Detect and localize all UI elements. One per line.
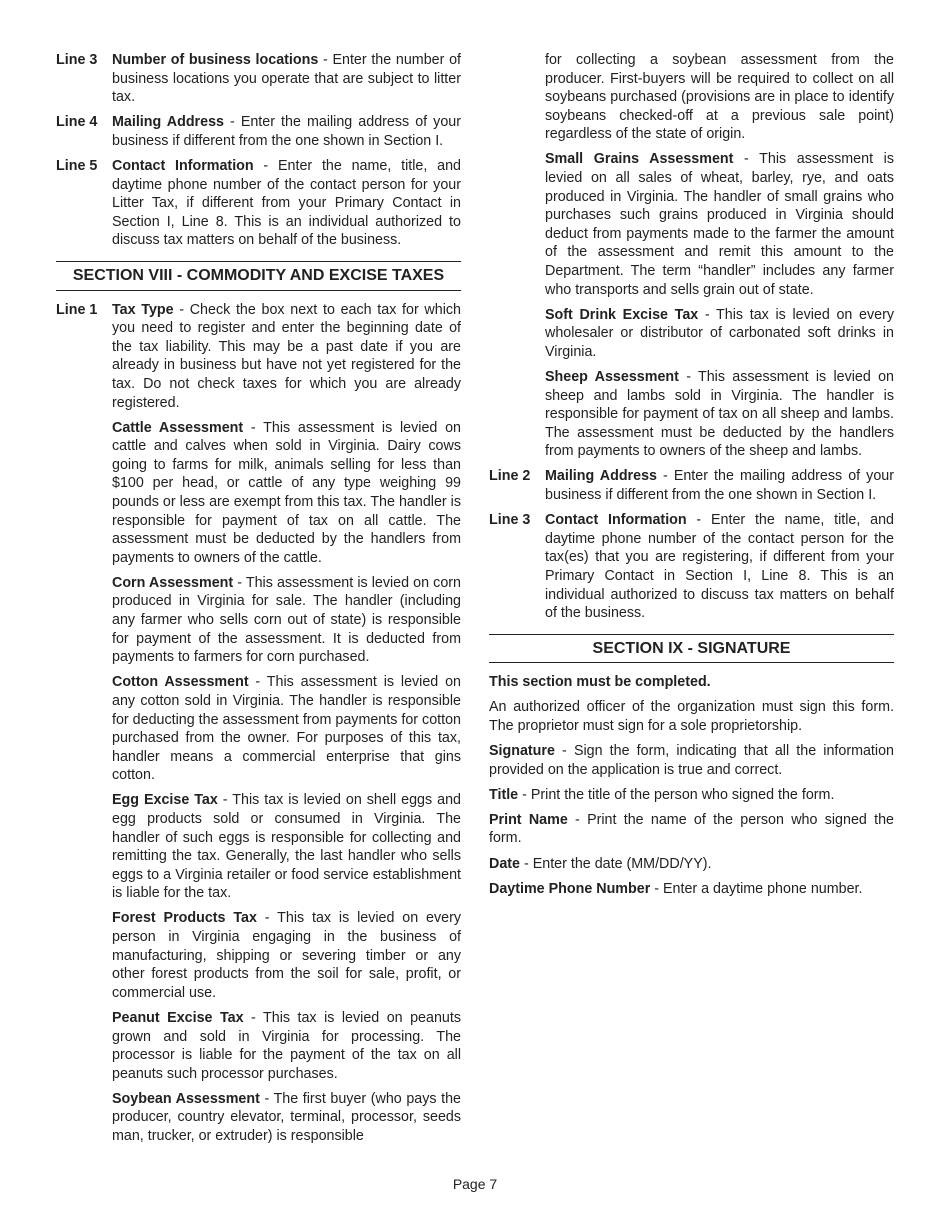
- item-title: Title: [489, 786, 519, 803]
- cotton-assessment-paragraph: [112, 673, 461, 785]
- line-number: Line 3: [56, 52, 98, 68]
- print-name-item: [489, 811, 894, 848]
- paragraph-title: Peanut Excise Tax: [112, 1009, 244, 1026]
- signature-item: [489, 742, 894, 779]
- authorized-officer-note: An authorized officer of the organization must sign this form. The proprietor must sign for a sole proprietorship.: [489, 699, 894, 734]
- sheep-assessment-paragraph: [545, 368, 894, 461]
- item-title: Signature: [489, 743, 555, 760]
- line-2-entry: [489, 467, 894, 504]
- soybean-assessment-continued: for collecting a soybean assessment from the producer. First-buyers will be required to collect on all soybeans purchased (provisions are in place to identify soybeans checked-off at a previous sale point) regardless of the state of origin.: [545, 52, 894, 143]
- line-text: [112, 301, 461, 413]
- paragraph-body: - This tax is levied on every person in Virginia engaging in the business of manufacturing, shipping or severing timber or any other forest products from the soil for sale, profit, or commercial use.: [112, 910, 461, 1001]
- paragraph-title: Soybean Assessment: [112, 1090, 260, 1107]
- egg-excise-tax-paragraph: [112, 791, 461, 903]
- paragraph-title: Cotton Assessment: [112, 674, 249, 691]
- paragraph-title: Cattle Assessment: [112, 419, 244, 436]
- paragraph-title: Corn Assessment: [112, 574, 234, 591]
- paragraph-body: - This assessment is levied on corn produced in Virginia for sale. The handler (including any farmer who sells corn out of state) is responsible for payment of the assessment. It is deducted from payments to farmers for corn purchased.: [112, 574, 461, 666]
- section-8-heading: SECTION VIII - COMMODITY AND EXCISE TAXES: [56, 261, 461, 291]
- line-body: - Check the box next to each tax for which you need to register and enter the beginning date of the tax liability. This may be a past date if you are already in business but have not yet registered for the tax. Do not check taxes for which you are already registered.: [112, 301, 461, 411]
- line-3-entry: [56, 51, 461, 107]
- small-grains-assessment-paragraph: [545, 150, 894, 299]
- paragraph-body: - This tax is levied on shell eggs and egg products sold or consumed in Virginia. The handler of such eggs is responsible for collecting and remitting the tax. Generally, the last handler who sells eggs to a Virginia retailer or food service establishment is liable for the tax.: [112, 792, 461, 902]
- must-complete-text: This section must be completed.: [489, 674, 711, 691]
- item-body: - Print the name of the person who signed the form.: [489, 811, 894, 847]
- paragraph-body: - This assessment is levied on any cotton sold in Virginia. The handler is responsible for deducting the assessment from payments for cotton purchased from the owner. For purposes of this tax, handler means a commercial enterprise that gins cotton.: [112, 674, 461, 784]
- paragraph-title: Soft Drink Excise Tax: [545, 306, 699, 323]
- item-body: - Sign the form, indicating that all the information provided on the application is true and correct.: [489, 743, 894, 778]
- item-title: Date: [489, 855, 520, 872]
- line-number: Line 3: [489, 512, 531, 529]
- item-body: - Enter the date (MM/DD/YY).: [520, 855, 712, 872]
- line-body: - Enter the mailing address of your business if different from the one shown in Section I.: [545, 468, 894, 504]
- paragraph-body: - This assessment is levied on sheep and lambs sold in Virginia. The handler is responsible for payment of tax on all sheep and lambs. The assessment must be deducted by the handlers from payments to owners of the sheep and lambs.: [545, 369, 894, 460]
- item-body: - Enter a daytime phone number.: [650, 880, 863, 897]
- paragraph-title: Egg Excise Tax: [112, 792, 218, 809]
- line-title: Contact Information: [545, 512, 687, 529]
- line-body: - Enter the name, title, and daytime phone number of the contact person for the tax(es) that you are registering, if different from your Primary Contact in Section I, Line 8. This is an individual authorized to discuss tax matters on behalf of the business.: [545, 512, 894, 622]
- line-number: Line 4: [56, 114, 98, 131]
- line-title: Mailing Address: [545, 468, 657, 485]
- line-text: [112, 113, 461, 150]
- line-title: Tax Type: [112, 301, 174, 318]
- paragraph-title: Small Grains Assessment: [545, 151, 734, 168]
- line-body: - Enter the name, title, and daytime phone number of the contact person for your Litter Tax, if different from your Primary Contact in Section I, Line 8. This is an individual authorized to discuss tax matters on behalf of the business.: [112, 157, 461, 249]
- line-body: - Enter the mailing address of your business if different from the one shown in Section I.: [112, 114, 461, 149]
- line-text: [545, 467, 894, 504]
- line-text: [112, 51, 461, 107]
- page-number: Page 7: [452, 1176, 498, 1192]
- paragraph-body: - This assessment is levied on all sales of wheat, barley, rye, and oats produced in Virginia. The handler of small grains who purchases such grains produced in Virginia should deduct from payments made to the farmer the amount of the assessment and remit this amount to the Department. The term “handler” includes any farmer who transports and sells grain out of state.: [545, 151, 894, 298]
- daytime-phone-item: [489, 880, 894, 899]
- date-item: [489, 855, 894, 874]
- line-title: Number of business locations: [112, 52, 319, 68]
- right-column: [489, 51, 894, 905]
- line-4-entry: [56, 113, 461, 150]
- paragraph-title: Forest Products Tax: [112, 910, 257, 927]
- cattle-assessment-paragraph: [112, 419, 461, 568]
- line-body: - Enter the number of business locations you operate that are subject to litter tax.: [112, 52, 461, 106]
- forest-products-tax-paragraph: [112, 909, 461, 1002]
- item-title: Daytime Phone Number: [489, 880, 651, 897]
- line-5-entry: [56, 157, 461, 250]
- line-text: [112, 157, 461, 250]
- line-3-entry: [489, 511, 894, 623]
- paragraph-body: - This tax is levied on every wholesaler or distributor of carbonated soft drinks in Virginia.: [545, 306, 894, 360]
- section-9-heading: SECTION IX - SIGNATURE: [489, 634, 894, 664]
- soybean-assessment-paragraph: [112, 1090, 461, 1146]
- left-column: [56, 51, 461, 1152]
- item-body: - Print the title of the person who signed the form.: [518, 786, 835, 803]
- must-complete-note: [489, 673, 894, 692]
- corn-assessment-paragraph: [112, 574, 461, 667]
- title-item: [489, 786, 894, 805]
- peanut-excise-tax-paragraph: [112, 1009, 461, 1083]
- line-title: Contact Information: [112, 157, 254, 174]
- line-number: Line 1: [56, 301, 98, 318]
- paragraph-title: Sheep Assessment: [545, 369, 679, 385]
- line-number: Line 2: [489, 468, 531, 485]
- line-title: Mailing Address: [112, 114, 224, 131]
- item-title: Print Name: [489, 811, 568, 828]
- paragraph-body: - This assessment is levied on cattle and calves when sold in Virginia. Dairy cows going to farms for milk, animals selling for less than $100 per head, or cattle of any type weighing 99 pounds or less are exempt from this tax. The handler is responsible for payment of tax on all cattle. The assessment must be deducted by the handlers from payments to owners of the cattle.: [112, 419, 461, 566]
- paragraph-body: - This tax is levied on peanuts grown and sold in Virginia for processing. The processor is liable for the payment of the tax on all peanuts such processor purchases.: [112, 1009, 461, 1082]
- line-text: [545, 511, 894, 623]
- line-number: Line 5: [56, 157, 98, 174]
- line-1-entry: [56, 301, 461, 413]
- soft-drink-excise-tax-paragraph: [545, 306, 894, 362]
- paragraph-body: - The first buyer (who pays the producer, country elevator, terminal, processor, seeds man, trucker, or extruder) is responsible: [112, 1090, 461, 1144]
